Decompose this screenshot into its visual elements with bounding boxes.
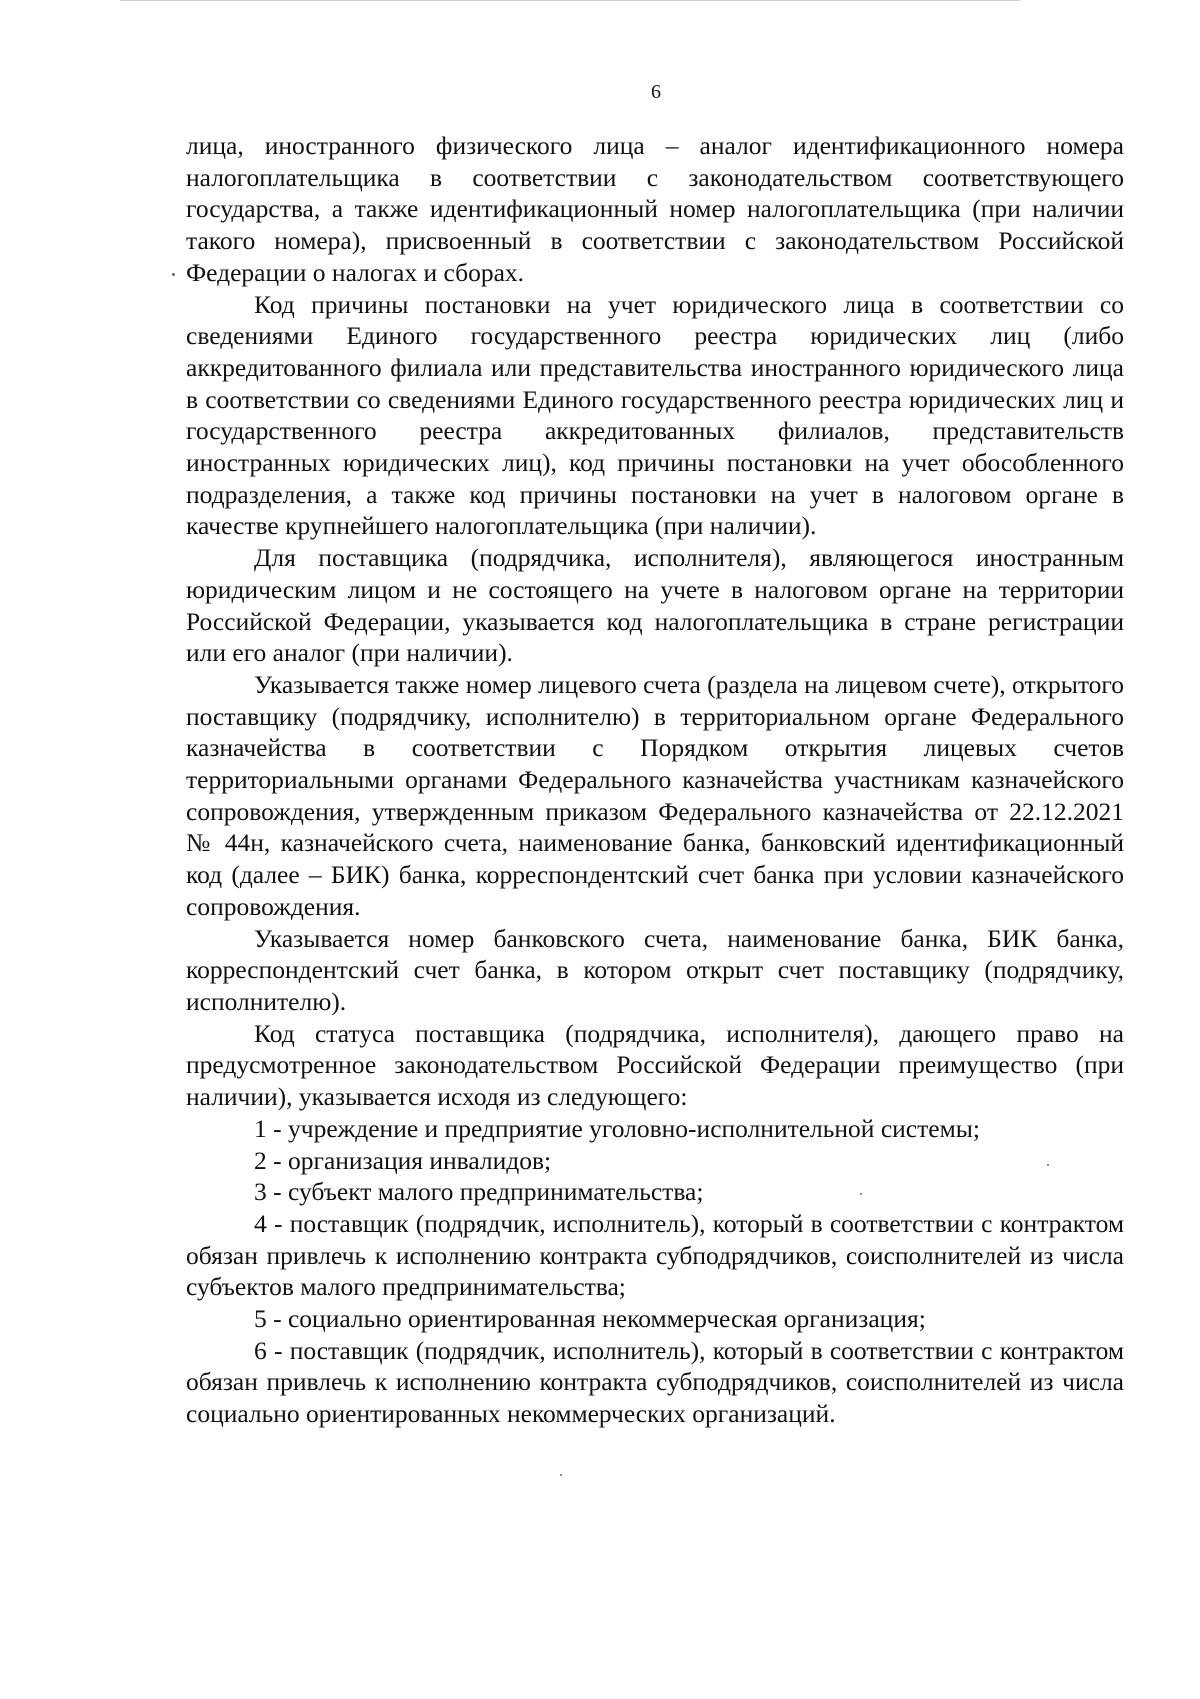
scan-speck bbox=[172, 273, 175, 276]
status-code-item-5: 5 - социально ориентированная некоммерческая организация; bbox=[254, 1304, 926, 1334]
status-code-item-2: 2 - организация инвалидов; bbox=[254, 1145, 552, 1175]
paragraph-kpp: Код причины постановки на учет юридического лица в соответствии со сведениями Единого государственного реестра юридических лиц (либо аккредитованного филиала или представительства иностранного юридического лица в соответствии со сведениями Единого государственного реестра юридических лиц и государственного реестра аккредитованных филиалов, представительств иностранных юридических лиц), код причины постановки на учет обособленного подразделения, а также код причины постановки на учет в налоговом органе в качестве крупнейшего налогоплательщика (при наличии). bbox=[186, 289, 1124, 541]
paragraph-foreign-person-inn: лица, иностранного физического лица – аналог идентификационного номера налогоплательщика в соответствии с законодательством соответствующего государства, а также идентификационный номер налогоплательщика (при наличии такого номера), присвоенный в соответствии с законодательством Российской Федерации о налогах и сборах. bbox=[186, 131, 1124, 287]
status-code-item-4: 4 - поставщик (подрядчик, исполнитель), который в соответствии с контрактом обязан привлечь к исполнению контракта субподрядчиков, соисполнителей из числа субъектов малого предпринимательства; bbox=[186, 1208, 1124, 1302]
document-body bbox=[186, 130, 1124, 1430]
scan-speck bbox=[1047, 1164, 1049, 1166]
scan-speck bbox=[860, 1193, 862, 1195]
paragraph-bank-account: Указывается номер банковского счета, наименование банка, БИК банка, корреспондентский счет банка, в котором открыт счет поставщику (подрядчику, исполнителю). bbox=[186, 923, 1124, 1016]
paragraph-status-code-intro: Код статуса поставщика (подрядчика, исполнителя), дающего право на предусмотренное законодательством Российской Федерации преимущество (при наличии), указывается исходя из следующего: bbox=[186, 1018, 1124, 1112]
paragraph-foreign-supplier-code: Для поставщика (подрядчика, исполнителя), являющегося иностранным юридическим лицом и не состоящего на учете в налоговом органе на территории Российской Федерации, указывается код налогоплательщика в стране регистрации или его аналог (при наличии). bbox=[186, 543, 1124, 668]
scan-top-edge bbox=[120, 0, 1020, 1]
status-code-item-1: 1 - учреждение и предприятие уголовно-исполнительной системы; bbox=[254, 1113, 980, 1143]
page-number: 6 bbox=[651, 81, 661, 103]
status-code-item-3: 3 - субъект малого предпринимательства; bbox=[254, 1177, 704, 1207]
status-code-item-6: 6 - поставщик (подрядчик, исполнитель), который в соответствии с контрактом обязан привлечь к исполнению контракта субподрядчиков, соисполнителей из числа социально ориентированных некоммерческих организаций. bbox=[186, 1335, 1124, 1429]
scan-speck bbox=[560, 1474, 562, 1476]
paragraph-treasury-account: Указывается также номер лицевого счета (раздела на лицевом счете), открытого поставщику (подрядчику, исполнителю) в территориальном органе Федерального казначейства в соответствии с Порядком открытия лицевых счетов территориальными органами Федерального казначейства участникам казначейского сопровождения, утвержденным приказом Федерального казначейства от 22.12.2021 № 44н, казначейского счета, наименование банка, банковский идентификационный код (далее – БИК) банка, корреспондентский счет банка при условии казначейского сопровождения. bbox=[186, 669, 1125, 921]
